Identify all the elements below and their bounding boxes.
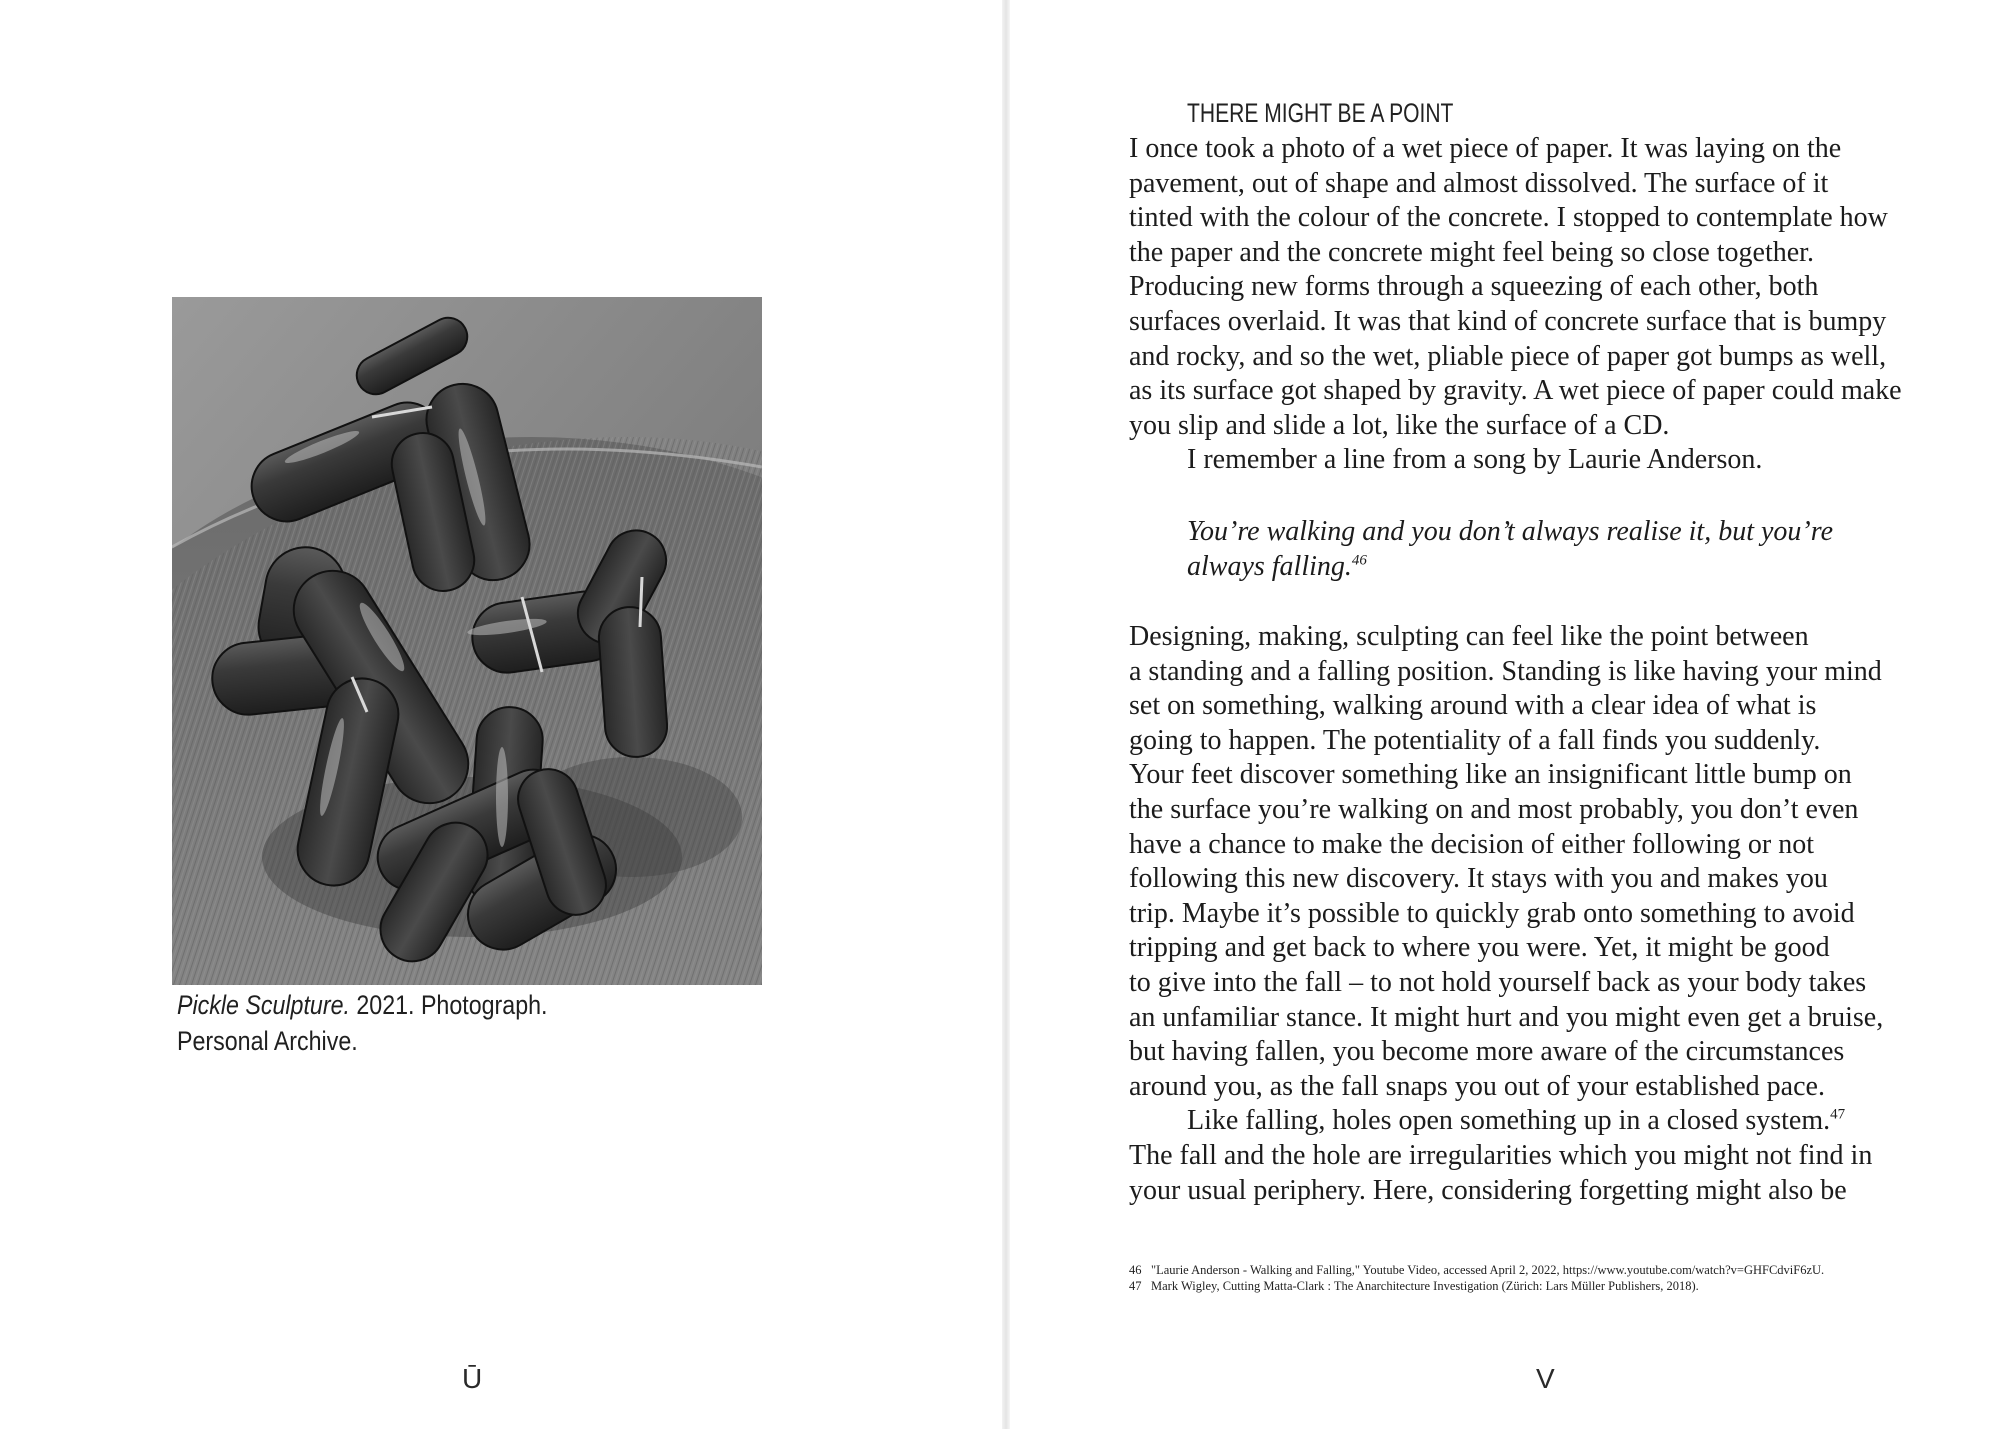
text-line: an unfamiliar stance. It might hurt and you might even get a bruise, — [1129, 1001, 1884, 1033]
text-line: tripping and get back to where you were. Yet, it might be good — [1129, 932, 1830, 964]
text-line: tinted with the colour of the concrete. I stopped to contemplate how — [1129, 202, 1888, 234]
page-number-left: Ū — [462, 1363, 483, 1394]
text-line: going to happen. The potentiality of a fall finds you suddenly. — [1129, 724, 1821, 756]
text-line: to give into the fall – to not hold yourself back as your body takes — [1129, 966, 1867, 998]
text-line: the surface you’re walking on and most probably, you don’t even — [1129, 793, 1859, 825]
right-page — [1010, 0, 2000, 1429]
body-paragraph-1 — [1129, 132, 1979, 478]
text-line: the paper and the concrete might feel being so close together. — [1129, 236, 1814, 268]
page-number-right: V — [1536, 1363, 1555, 1394]
pickle-sculpture-photo — [172, 297, 762, 985]
text-line: The fall and the hole are irregularities which you might not find in — [1129, 1139, 1873, 1171]
text-line: following this new discovery. It stays with you and makes you — [1129, 863, 1828, 895]
book-gutter — [1002, 0, 1010, 1429]
block-quote — [1187, 515, 1907, 584]
text-line: have a chance to make the decision of either following or not — [1129, 828, 1814, 860]
text-line: but having fallen, you become more aware of the circumstances — [1129, 1036, 1845, 1068]
footnote-number: 46 — [1129, 1263, 1142, 1277]
footnote-text: "Laurie Anderson - Walking and Falling," Youtube Video, accessed April 2, 2022, https://www.youtube.com/watch?v=GHFCdviF6zU. — [1151, 1263, 1825, 1277]
caption-archive: Personal Archive. — [177, 1026, 358, 1056]
text-line: you slip and slide a lot, like the surface of a CD. — [1129, 409, 1670, 441]
text-line: surfaces overlaid. It was that kind of concrete surface that is bumpy — [1129, 305, 1887, 337]
footnote-ref-46[interactable]: 46 — [1351, 552, 1367, 569]
section-heading: THERE MIGHT BE A POINT — [1187, 98, 1454, 128]
text-line: Your feet discover something like an insignificant little bump on — [1129, 759, 1852, 791]
footnote-47 — [1129, 1278, 1989, 1294]
caption-details: 2021. Photograph. — [349, 990, 548, 1020]
footnote-46 — [1129, 1262, 1989, 1278]
text-line: and rocky, and so the wet, pliable piece of paper got bumps as well, — [1129, 340, 1887, 372]
footnote-text: Mark Wigley, Cutting Matta-Clark : The Anarchitecture Investigation (Zürich: Lars Müller Publishers, 2018). — [1151, 1279, 1699, 1293]
text-line: trip. Maybe it’s possible to quickly grab onto something to avoid — [1129, 897, 1855, 929]
quote-text: always falling. — [1187, 550, 1352, 582]
body-paragraph-3 — [1129, 620, 1979, 1208]
footnote-ref-47[interactable]: 47 — [1830, 1106, 1846, 1123]
text-line — [1129, 1104, 1979, 1139]
text-line: pavement, out of shape and almost dissolved. The surface of it — [1129, 167, 1829, 199]
quote-line — [1187, 550, 1907, 585]
text-line: your usual periphery. Here, considering forgetting might also be — [1129, 1174, 1847, 1206]
footnote-number: 47 — [1129, 1279, 1142, 1293]
footnotes — [1129, 1262, 1989, 1294]
text-line: a standing and a falling position. Standing is like having your mind — [1129, 655, 1882, 687]
text-line: as its surface got shaped by gravity. A wet piece of paper could make — [1129, 375, 1902, 407]
quote-line: You’re walking and you don’t always realise it, but you’re — [1187, 516, 1834, 547]
caption-title: Pickle Sculpture. — [177, 990, 350, 1020]
photo-caption — [177, 987, 624, 1059]
text-line: I remember a line from a song by Laurie Anderson. — [1187, 444, 1763, 476]
text-line: Producing new forms through a squeezing of each other, both — [1129, 271, 1819, 303]
text-line: set on something, walking around with a clear idea of what is — [1129, 690, 1817, 722]
paragraph-4-opening: Like falling, holes open something up in a closed system. — [1187, 1105, 1831, 1137]
text-line: I once took a photo of a wet piece of paper. It was laying on the — [1129, 133, 1842, 164]
text-line: around you, as the fall snaps you out of your established pace. — [1129, 1070, 1825, 1102]
text-line: Designing, making, sculpting can feel like the point between — [1129, 621, 1809, 652]
